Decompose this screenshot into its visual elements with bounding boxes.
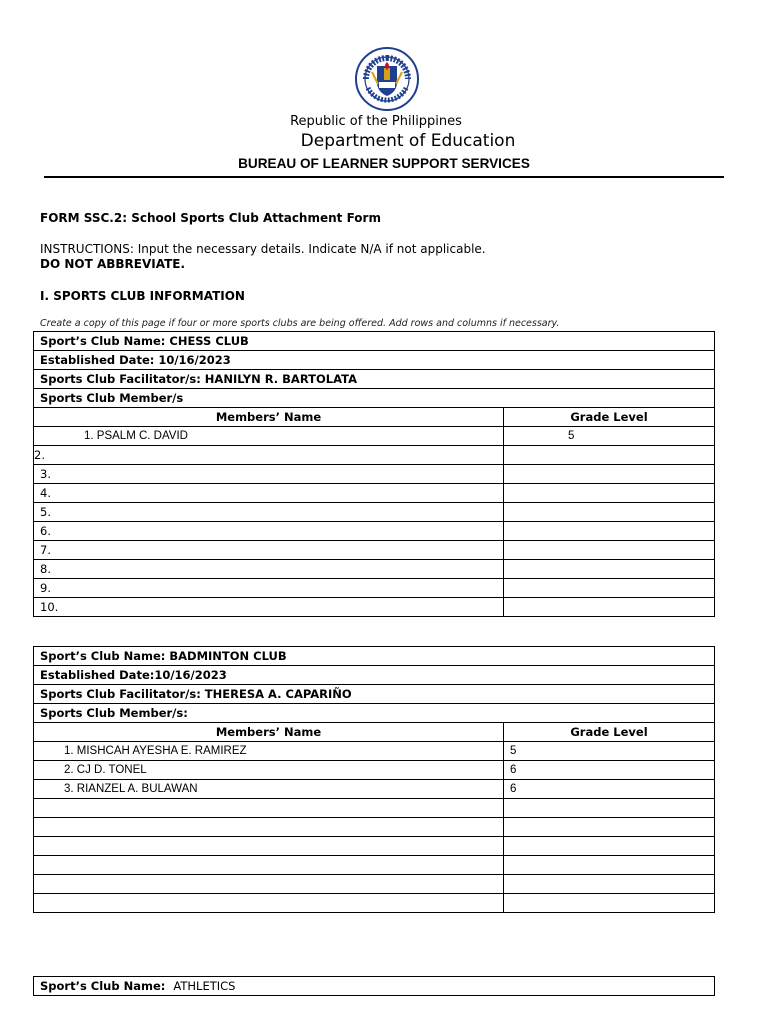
member-name-cell[interactable] xyxy=(34,818,504,837)
grade-level-cell[interactable] xyxy=(504,541,715,560)
club-table-athletics xyxy=(33,976,715,996)
member-name-cell[interactable] xyxy=(34,894,504,913)
member-name-cell[interactable]: 10. xyxy=(34,598,504,617)
facilitator-row[interactable]: Sports Club Facilitator/s: HANILYN R. BARTOLATA xyxy=(34,370,715,389)
table-row xyxy=(34,894,715,913)
table-row xyxy=(34,875,715,894)
grade-level-cell[interactable] xyxy=(504,894,715,913)
club-name-row[interactable] xyxy=(34,977,715,996)
established-date-row[interactable]: Established Date:10/16/2023 xyxy=(34,666,715,685)
table-row xyxy=(34,780,715,799)
grade-level-header: Grade Level xyxy=(504,408,715,427)
grade-level-cell[interactable] xyxy=(504,598,715,617)
grade-level-cell[interactable]: 5 xyxy=(504,427,715,446)
member-name-cell[interactable]: 1. PSALM C. DAVID xyxy=(34,427,504,446)
grade-level-cell[interactable] xyxy=(504,799,715,818)
members-name-header: Members’ Name xyxy=(34,723,504,742)
grade-level-cell[interactable] xyxy=(504,446,715,465)
member-name-cell[interactable]: 7. xyxy=(34,541,504,560)
header-department: Department of Education xyxy=(300,131,516,151)
member-name-cell[interactable]: 3. RIANZEL A. BULAWAN xyxy=(34,780,504,799)
form-title: FORM SSC.2: School Sports Club Attachment Form xyxy=(40,211,381,225)
club-name-row[interactable]: Sport’s Club Name: BADMINTON CLUB xyxy=(34,647,715,666)
instructions-line: INSTRUCTIONS: Input the necessary details. Indicate N/A if not applicable. xyxy=(40,242,486,256)
table-row xyxy=(34,742,715,761)
table-row xyxy=(34,541,715,560)
member-name-cell[interactable]: 9. xyxy=(34,579,504,598)
club-name-value: ATHLETICS xyxy=(173,979,236,993)
member-name-cell[interactable]: 3. xyxy=(34,465,504,484)
table-row xyxy=(34,598,715,617)
table-row xyxy=(34,522,715,541)
table-row xyxy=(34,761,715,780)
club-table-badminton xyxy=(33,646,715,913)
member-name-cell[interactable] xyxy=(34,856,504,875)
member-name-cell[interactable] xyxy=(34,799,504,818)
grade-level-cell[interactable]: 6 xyxy=(504,761,715,780)
members-label-row: Sports Club Member/s xyxy=(34,389,715,408)
club-name-label: Sport’s Club Name: xyxy=(40,979,166,993)
member-name-cell[interactable]: 2. CJ D. TONEL xyxy=(34,761,504,780)
grade-level-cell[interactable]: 6 xyxy=(504,780,715,799)
table-row xyxy=(34,484,715,503)
grade-level-cell[interactable] xyxy=(504,856,715,875)
instructions xyxy=(40,242,486,272)
member-name-cell[interactable] xyxy=(34,875,504,894)
table-row xyxy=(34,579,715,598)
grade-level-cell[interactable] xyxy=(504,837,715,856)
grade-level-cell[interactable] xyxy=(504,875,715,894)
copy-note: Create a copy of this page if four or more sports clubs are being offered. Add rows and columns if necessary. xyxy=(40,318,560,329)
member-name-cell[interactable]: 8. xyxy=(34,560,504,579)
table-row xyxy=(34,560,715,579)
deped-seal-logo xyxy=(348,46,426,112)
member-name-cell[interactable]: 1. MISHCAH AYESHA E. RAMIREZ xyxy=(34,742,504,761)
grade-level-cell[interactable] xyxy=(504,503,715,522)
section-title: I. SPORTS CLUB INFORMATION xyxy=(40,289,245,303)
members-label-row: Sports Club Member/s: xyxy=(34,704,715,723)
established-date-row[interactable]: Established Date: 10/16/2023 xyxy=(34,351,715,370)
table-row xyxy=(34,446,715,465)
grade-level-cell[interactable] xyxy=(504,579,715,598)
header-divider xyxy=(44,176,724,178)
members-name-header: Members’ Name xyxy=(34,408,504,427)
header-bureau: BUREAU OF LEARNER SUPPORT SERVICES xyxy=(238,155,530,171)
grade-level-cell[interactable] xyxy=(504,484,715,503)
club-table-chess xyxy=(33,331,715,617)
table-row xyxy=(34,818,715,837)
member-name-cell[interactable]: 2. xyxy=(34,446,504,465)
grade-level-header: Grade Level xyxy=(504,723,715,742)
grade-level-cell[interactable] xyxy=(504,818,715,837)
grade-level-cell[interactable]: 5 xyxy=(504,742,715,761)
grade-level-cell[interactable] xyxy=(504,560,715,579)
table-row xyxy=(34,427,715,446)
member-name-cell[interactable]: 6. xyxy=(34,522,504,541)
facilitator-row[interactable]: Sports Club Facilitator/s: THERESA A. CAPARIÑO xyxy=(34,685,715,704)
table-row xyxy=(34,799,715,818)
table-row xyxy=(34,837,715,856)
table-row xyxy=(34,465,715,484)
member-name-cell[interactable]: 4. xyxy=(34,484,504,503)
table-row xyxy=(34,503,715,522)
header-republic: Republic of the Philippines xyxy=(290,114,462,129)
club-name-row[interactable]: Sport’s Club Name: CHESS CLUB xyxy=(34,332,715,351)
member-name-cell[interactable] xyxy=(34,837,504,856)
grade-level-cell[interactable] xyxy=(504,465,715,484)
table-row xyxy=(34,856,715,875)
instructions-warning: DO NOT ABBREVIATE. xyxy=(40,257,186,271)
member-name-cell[interactable]: 5. xyxy=(34,503,504,522)
grade-level-cell[interactable] xyxy=(504,522,715,541)
